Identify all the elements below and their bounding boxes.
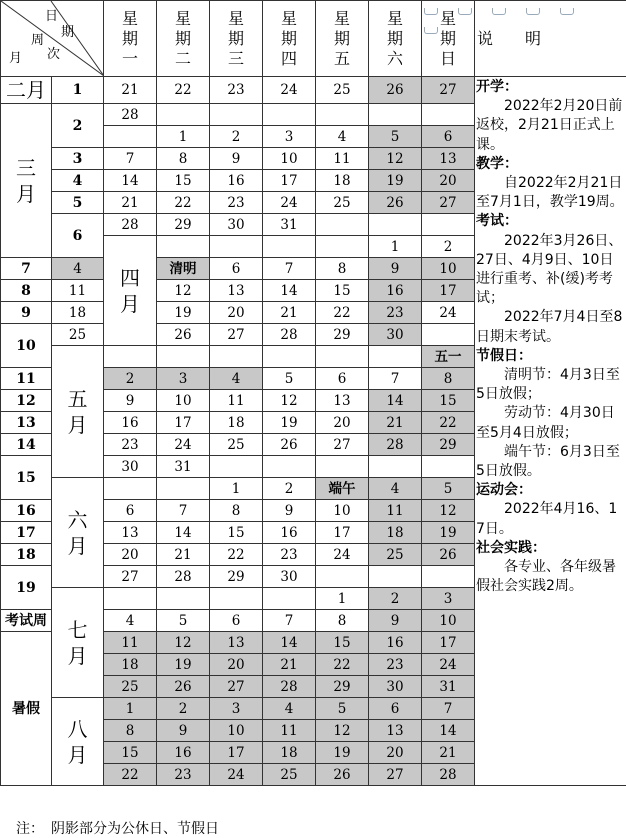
date-cell: 12 bbox=[422, 500, 475, 522]
date-cell: 25 bbox=[263, 764, 316, 786]
note-text: 2022年2月20日前返校，2月21日正式上课。 bbox=[476, 97, 626, 155]
date-cell: 1 bbox=[210, 478, 263, 500]
week-number: 17 bbox=[1, 522, 52, 544]
date-cell: 2 bbox=[157, 698, 210, 720]
date-cell bbox=[316, 214, 369, 236]
corner-label: 周 bbox=[31, 31, 44, 51]
note-text: 自2022年2月21日至7月1日，教学19周。 bbox=[476, 174, 626, 212]
date-cell: 9 bbox=[104, 390, 157, 412]
date-cell: 12 bbox=[369, 148, 422, 170]
week-number: 10 bbox=[1, 324, 52, 368]
date-cell: 18 bbox=[210, 412, 263, 434]
corner-label: 月 bbox=[9, 49, 22, 69]
date-cell: 26 bbox=[316, 764, 369, 786]
month-label: 七月 bbox=[52, 588, 104, 698]
date-cell: 14 bbox=[263, 632, 316, 654]
date-cell: 21 bbox=[104, 77, 157, 104]
corner-label: 次 bbox=[47, 45, 60, 65]
date-cell: 24 bbox=[210, 764, 263, 786]
date-cell: 9 bbox=[369, 258, 422, 280]
date-cell: 28 bbox=[104, 104, 157, 126]
month-label: 二月 bbox=[1, 77, 52, 104]
note-heading: 运动会： bbox=[476, 481, 626, 500]
footnote: 注： 阴影部分为公休日、节假日 bbox=[16, 818, 219, 838]
week-number: 15 bbox=[1, 456, 52, 500]
date-cell: 9 bbox=[263, 500, 316, 522]
date-cell: 16 bbox=[369, 632, 422, 654]
date-cell: 8 bbox=[422, 368, 475, 390]
date-cell: 4 bbox=[104, 610, 157, 632]
date-cell bbox=[210, 346, 263, 368]
day-header: 星期六 bbox=[369, 1, 422, 77]
date-cell: 3 bbox=[210, 698, 263, 720]
week-number: 12 bbox=[1, 390, 52, 412]
date-cell: 2 bbox=[210, 126, 263, 148]
date-cell: 1 bbox=[316, 588, 369, 610]
date-cell: 17 bbox=[263, 170, 316, 192]
holiday-label: 清明 bbox=[157, 258, 210, 280]
date-cell: 27 bbox=[210, 676, 263, 698]
date-cell: 20 bbox=[210, 302, 263, 324]
date-cell: 22 bbox=[316, 654, 369, 676]
week-number: 2 bbox=[52, 104, 104, 148]
date-cell: 26 bbox=[369, 192, 422, 214]
date-cell bbox=[263, 236, 316, 258]
date-cell bbox=[263, 456, 316, 478]
date-cell: 19 bbox=[157, 654, 210, 676]
date-cell bbox=[263, 346, 316, 368]
date-cell: 6 bbox=[104, 500, 157, 522]
date-cell: 16 bbox=[263, 522, 316, 544]
week-number: 19 bbox=[1, 566, 52, 610]
note-text: 各专业、各年级暑假社会实践2周。 bbox=[476, 558, 626, 596]
week-number: 11 bbox=[1, 368, 52, 390]
date-cell: 9 bbox=[369, 610, 422, 632]
date-cell: 14 bbox=[104, 170, 157, 192]
date-cell: 25 bbox=[316, 77, 369, 104]
notes-title: 说 明 bbox=[475, 1, 626, 77]
date-cell: 16 bbox=[104, 412, 157, 434]
date-cell: 25 bbox=[210, 434, 263, 456]
date-cell: 17 bbox=[210, 742, 263, 764]
date-cell: 16 bbox=[157, 742, 210, 764]
date-cell: 24 bbox=[422, 654, 475, 676]
date-cell: 27 bbox=[369, 764, 422, 786]
date-cell: 26 bbox=[157, 324, 210, 346]
date-cell: 28 bbox=[157, 566, 210, 588]
date-cell: 27 bbox=[422, 77, 475, 104]
date-cell: 8 bbox=[157, 148, 210, 170]
note-heading: 社会实践： bbox=[476, 539, 626, 558]
date-cell: 27 bbox=[210, 324, 263, 346]
date-cell: 11 bbox=[316, 148, 369, 170]
date-cell bbox=[157, 478, 210, 500]
date-cell: 21 bbox=[422, 742, 475, 764]
date-cell: 10 bbox=[157, 390, 210, 412]
note-text: 2022年4月16、17日。 bbox=[476, 500, 626, 538]
date-cell: 20 bbox=[210, 654, 263, 676]
date-cell: 18 bbox=[104, 654, 157, 676]
date-cell: 4 bbox=[369, 478, 422, 500]
date-cell: 14 bbox=[422, 720, 475, 742]
date-cell: 5 bbox=[157, 610, 210, 632]
date-cell: 15 bbox=[104, 742, 157, 764]
date-cell: 11 bbox=[369, 500, 422, 522]
date-cell: 8 bbox=[104, 720, 157, 742]
date-cell bbox=[369, 346, 422, 368]
date-cell: 3 bbox=[422, 588, 475, 610]
date-cell: 6 bbox=[369, 698, 422, 720]
date-cell bbox=[369, 456, 422, 478]
date-cell bbox=[157, 588, 210, 610]
date-cell bbox=[316, 104, 369, 126]
date-cell: 7 bbox=[104, 148, 157, 170]
date-cell: 22 bbox=[422, 412, 475, 434]
date-cell: 18 bbox=[52, 302, 104, 324]
date-cell: 10 bbox=[316, 500, 369, 522]
date-cell: 3 bbox=[157, 368, 210, 390]
week-number: 6 bbox=[52, 214, 104, 258]
date-cell: 27 bbox=[316, 434, 369, 456]
date-cell: 29 bbox=[316, 324, 369, 346]
date-cell: 5 bbox=[369, 126, 422, 148]
date-cell: 5 bbox=[263, 368, 316, 390]
date-cell: 30 bbox=[210, 214, 263, 236]
date-cell: 12 bbox=[263, 390, 316, 412]
date-cell bbox=[369, 566, 422, 588]
date-cell: 15 bbox=[316, 280, 369, 302]
date-cell: 21 bbox=[104, 192, 157, 214]
date-cell: 13 bbox=[210, 280, 263, 302]
date-cell: 29 bbox=[422, 434, 475, 456]
month-label: 五月 bbox=[52, 346, 104, 478]
date-cell: 23 bbox=[104, 434, 157, 456]
exam-week-label: 考试周 bbox=[1, 610, 52, 632]
date-cell: 28 bbox=[369, 434, 422, 456]
date-cell: 6 bbox=[422, 126, 475, 148]
note-text: 端午节：6月3日至5日放假。 bbox=[476, 443, 626, 481]
date-cell bbox=[316, 236, 369, 258]
date-cell: 28 bbox=[422, 764, 475, 786]
date-cell bbox=[210, 456, 263, 478]
date-cell: 4 bbox=[52, 258, 104, 280]
date-cell: 7 bbox=[369, 368, 422, 390]
note-heading: 开学： bbox=[476, 78, 626, 97]
note-heading: 节假日： bbox=[476, 347, 626, 366]
date-cell bbox=[422, 104, 475, 126]
date-cell: 10 bbox=[263, 148, 316, 170]
date-cell: 7 bbox=[263, 610, 316, 632]
day-header: 星期五 bbox=[316, 1, 369, 77]
date-cell: 12 bbox=[157, 280, 210, 302]
note-text: 2022年3月26日、27日、4月9日、10日进行重考、补(缓)考考试； bbox=[476, 232, 626, 309]
date-cell bbox=[157, 346, 210, 368]
date-cell: 23 bbox=[369, 302, 422, 324]
month-label: 六月 bbox=[52, 478, 104, 588]
date-cell: 24 bbox=[263, 192, 316, 214]
date-cell: 30 bbox=[263, 566, 316, 588]
date-cell: 24 bbox=[263, 77, 316, 104]
date-cell: 14 bbox=[263, 280, 316, 302]
date-cell: 13 bbox=[210, 632, 263, 654]
holiday-label: 五一 bbox=[422, 346, 475, 368]
date-cell: 5 bbox=[422, 478, 475, 500]
date-cell: 5 bbox=[316, 698, 369, 720]
date-cell: 2 bbox=[422, 236, 475, 258]
date-cell bbox=[104, 126, 157, 148]
date-cell: 20 bbox=[422, 170, 475, 192]
date-cell: 21 bbox=[263, 302, 316, 324]
holiday-label: 端午 bbox=[316, 478, 369, 500]
day-header: 星期四 bbox=[263, 1, 316, 77]
date-cell bbox=[263, 104, 316, 126]
week-number: 1 bbox=[52, 77, 104, 104]
day-header: 星期一 bbox=[104, 1, 157, 77]
date-cell bbox=[316, 346, 369, 368]
date-cell: 3 bbox=[263, 126, 316, 148]
date-cell: 19 bbox=[157, 302, 210, 324]
date-cell: 21 bbox=[263, 654, 316, 676]
date-cell: 12 bbox=[157, 632, 210, 654]
date-cell: 16 bbox=[369, 280, 422, 302]
date-cell: 20 bbox=[369, 742, 422, 764]
date-cell: 2 bbox=[104, 368, 157, 390]
date-cell: 4 bbox=[263, 698, 316, 720]
date-cell: 30 bbox=[104, 456, 157, 478]
date-cell: 2 bbox=[263, 478, 316, 500]
date-cell: 17 bbox=[316, 522, 369, 544]
date-cell: 16 bbox=[210, 170, 263, 192]
week-number: 18 bbox=[1, 544, 52, 566]
date-cell: 8 bbox=[316, 258, 369, 280]
month-label: 八月 bbox=[52, 698, 104, 786]
header-corner bbox=[1, 1, 104, 77]
date-cell: 6 bbox=[210, 258, 263, 280]
date-cell: 2 bbox=[369, 588, 422, 610]
date-cell: 20 bbox=[104, 544, 157, 566]
date-cell: 10 bbox=[210, 720, 263, 742]
week-number: 4 bbox=[52, 170, 104, 192]
week-number: 3 bbox=[52, 148, 104, 170]
date-cell bbox=[210, 588, 263, 610]
date-cell: 9 bbox=[210, 148, 263, 170]
date-cell bbox=[104, 346, 157, 368]
day-header: 星期日 bbox=[422, 1, 475, 77]
date-cell bbox=[104, 478, 157, 500]
notes-panel bbox=[476, 78, 626, 596]
date-cell: 31 bbox=[157, 456, 210, 478]
date-cell: 9 bbox=[157, 720, 210, 742]
date-cell: 7 bbox=[263, 258, 316, 280]
date-cell: 25 bbox=[52, 324, 104, 346]
date-cell: 23 bbox=[210, 77, 263, 104]
date-cell: 7 bbox=[157, 500, 210, 522]
date-cell bbox=[263, 588, 316, 610]
date-cell: 18 bbox=[316, 170, 369, 192]
date-cell bbox=[104, 588, 157, 610]
date-cell bbox=[316, 456, 369, 478]
date-cell: 18 bbox=[263, 742, 316, 764]
date-cell: 19 bbox=[263, 412, 316, 434]
date-cell: 17 bbox=[157, 412, 210, 434]
date-cell bbox=[422, 566, 475, 588]
date-cell: 22 bbox=[104, 764, 157, 786]
date-cell: 31 bbox=[263, 214, 316, 236]
date-cell: 15 bbox=[316, 632, 369, 654]
date-cell: 30 bbox=[369, 324, 422, 346]
week-number: 9 bbox=[1, 302, 52, 324]
month-label: 四月 bbox=[104, 236, 157, 346]
date-cell: 26 bbox=[263, 434, 316, 456]
date-cell: 26 bbox=[369, 77, 422, 104]
date-cell bbox=[422, 456, 475, 478]
note-text: 劳动节：4月30日至5月4日放假； bbox=[476, 404, 626, 442]
date-cell bbox=[422, 214, 475, 236]
date-cell: 19 bbox=[316, 742, 369, 764]
date-cell: 19 bbox=[422, 522, 475, 544]
date-cell: 28 bbox=[263, 324, 316, 346]
date-cell: 25 bbox=[316, 192, 369, 214]
day-header: 星期二 bbox=[157, 1, 210, 77]
date-cell: 24 bbox=[316, 544, 369, 566]
date-cell bbox=[422, 324, 475, 346]
week-number: 8 bbox=[1, 280, 52, 302]
date-cell: 22 bbox=[210, 544, 263, 566]
date-cell: 19 bbox=[369, 170, 422, 192]
date-cell: 4 bbox=[210, 368, 263, 390]
date-cell: 29 bbox=[210, 566, 263, 588]
date-cell: 7 bbox=[422, 698, 475, 720]
date-cell: 26 bbox=[422, 544, 475, 566]
week-number: 13 bbox=[1, 412, 52, 434]
date-cell: 21 bbox=[157, 544, 210, 566]
date-cell: 20 bbox=[316, 412, 369, 434]
date-cell: 28 bbox=[263, 676, 316, 698]
date-cell bbox=[157, 104, 210, 126]
date-cell: 8 bbox=[210, 500, 263, 522]
date-cell: 31 bbox=[422, 676, 475, 698]
day-header: 星期三 bbox=[210, 1, 263, 77]
date-cell: 23 bbox=[369, 654, 422, 676]
date-cell: 11 bbox=[52, 280, 104, 302]
date-cell: 23 bbox=[157, 764, 210, 786]
date-cell: 13 bbox=[316, 390, 369, 412]
date-cell: 30 bbox=[369, 676, 422, 698]
date-cell: 10 bbox=[422, 610, 475, 632]
note-heading: 教学： bbox=[476, 155, 626, 174]
corner-label: 日 bbox=[45, 7, 58, 27]
date-cell: 25 bbox=[104, 676, 157, 698]
date-cell: 27 bbox=[104, 566, 157, 588]
date-cell: 24 bbox=[422, 302, 475, 324]
date-cell: 11 bbox=[263, 720, 316, 742]
date-cell: 6 bbox=[210, 610, 263, 632]
date-cell bbox=[369, 104, 422, 126]
date-cell: 13 bbox=[104, 522, 157, 544]
date-cell: 15 bbox=[210, 522, 263, 544]
date-cell: 11 bbox=[104, 632, 157, 654]
date-cell: 29 bbox=[316, 676, 369, 698]
date-cell: 28 bbox=[104, 214, 157, 236]
date-cell: 12 bbox=[316, 720, 369, 742]
date-cell: 14 bbox=[157, 522, 210, 544]
date-cell: 11 bbox=[210, 390, 263, 412]
date-cell: 6 bbox=[316, 368, 369, 390]
date-cell: 22 bbox=[157, 192, 210, 214]
date-cell: 8 bbox=[316, 610, 369, 632]
date-cell: 4 bbox=[316, 126, 369, 148]
date-cell: 1 bbox=[369, 236, 422, 258]
date-cell: 22 bbox=[157, 77, 210, 104]
date-cell: 29 bbox=[157, 214, 210, 236]
date-cell bbox=[316, 566, 369, 588]
date-cell: 21 bbox=[369, 412, 422, 434]
date-cell bbox=[157, 236, 210, 258]
note-heading: 考试： bbox=[476, 212, 626, 231]
date-cell bbox=[210, 104, 263, 126]
week-number: 7 bbox=[1, 258, 52, 280]
date-cell: 26 bbox=[157, 676, 210, 698]
date-cell: 13 bbox=[369, 720, 422, 742]
corner-label: 期 bbox=[61, 23, 74, 43]
date-cell: 15 bbox=[157, 170, 210, 192]
summer-vacation-label: 暑假 bbox=[1, 632, 52, 786]
date-cell: 14 bbox=[369, 390, 422, 412]
date-cell: 25 bbox=[369, 544, 422, 566]
date-cell: 13 bbox=[422, 148, 475, 170]
date-cell bbox=[210, 236, 263, 258]
week-number: 14 bbox=[1, 434, 52, 456]
date-cell: 10 bbox=[422, 258, 475, 280]
date-cell bbox=[369, 214, 422, 236]
note-text: 清明节：4月3日至5日放假； bbox=[476, 366, 626, 404]
month-label: 三月 bbox=[1, 104, 52, 258]
date-cell: 22 bbox=[316, 302, 369, 324]
date-cell: 1 bbox=[104, 698, 157, 720]
date-cell: 18 bbox=[369, 522, 422, 544]
date-cell: 23 bbox=[210, 192, 263, 214]
week-number: 5 bbox=[52, 192, 104, 214]
date-cell: 24 bbox=[157, 434, 210, 456]
date-cell: 15 bbox=[422, 390, 475, 412]
week-number: 16 bbox=[1, 500, 52, 522]
date-cell: 17 bbox=[422, 632, 475, 654]
note-text: 2022年7月4日至8日期末考试。 bbox=[476, 308, 626, 346]
date-cell: 27 bbox=[422, 192, 475, 214]
date-cell: 17 bbox=[422, 280, 475, 302]
date-cell: 23 bbox=[263, 544, 316, 566]
date-cell: 1 bbox=[157, 126, 210, 148]
